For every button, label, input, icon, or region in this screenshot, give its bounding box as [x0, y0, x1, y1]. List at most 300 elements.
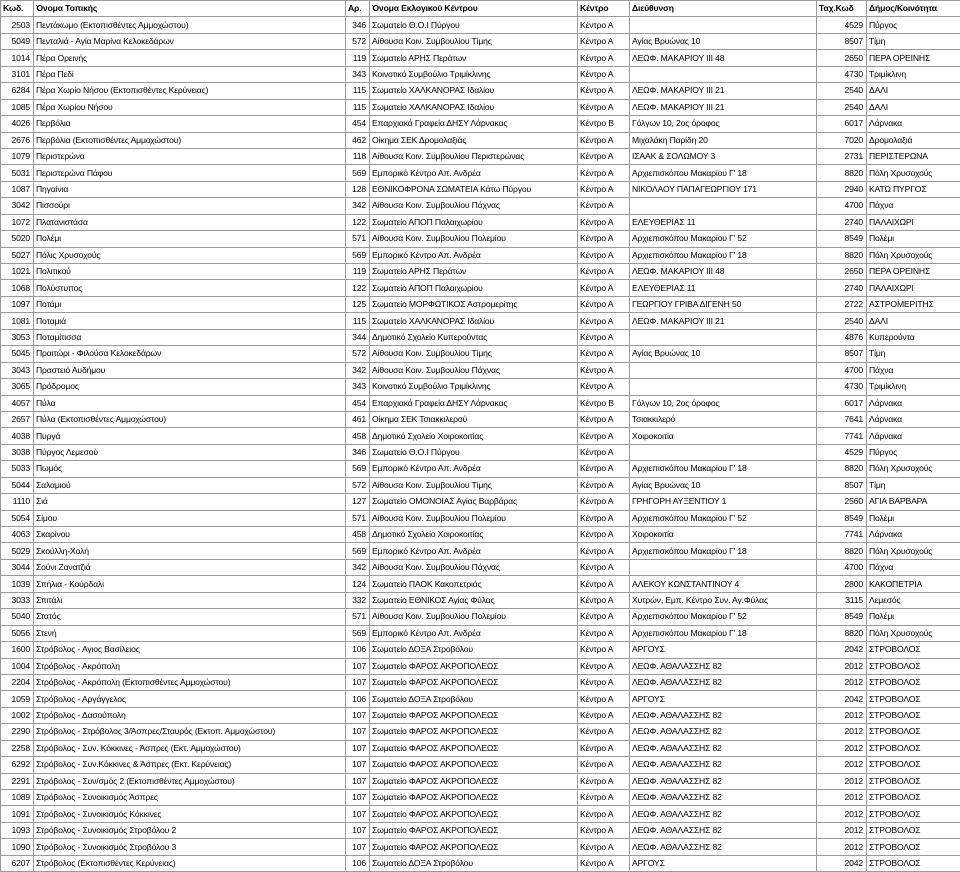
cell-municipality[interactable]: Πολέμι — [867, 609, 960, 625]
cell-postcode[interactable]: 2012 — [817, 724, 867, 740]
cell-center-name[interactable]: Αίθουσα Κοιν. Συμβουλίου Τίμης — [370, 33, 578, 49]
cell-code[interactable]: 3053 — [1, 329, 34, 345]
table-row[interactable] — [1, 214, 960, 230]
cell-locality[interactable]: Στρόβολος - Ακρόπολη (Εκτοπισθέντες Αμμοχώστου) — [34, 674, 346, 690]
cell-postcode[interactable]: 2012 — [817, 674, 867, 690]
cell-number[interactable]: 342 — [346, 362, 370, 378]
cell-number[interactable]: 127 — [346, 494, 370, 510]
cell-municipality[interactable]: Πύργος — [867, 444, 960, 460]
cell-locality[interactable]: Πραστειό Αυδήμου — [34, 362, 346, 378]
cell-center-name[interactable]: Αίθουσα Κοιν. Συμβουλίου Πολεμίου — [370, 231, 578, 247]
cell-number[interactable]: 107 — [346, 773, 370, 789]
cell-number[interactable]: 107 — [346, 757, 370, 773]
cell-number[interactable]: 122 — [346, 214, 370, 230]
cell-center-name[interactable]: Εμπορικό Κέντρο Απ. Ανδρέα — [370, 543, 578, 559]
table-row[interactable] — [1, 576, 960, 592]
cell-code[interactable]: 1072 — [1, 214, 34, 230]
cell-number[interactable]: 571 — [346, 231, 370, 247]
cell-municipality[interactable]: Τίμη — [867, 346, 960, 362]
cell-postcode[interactable]: 6017 — [817, 395, 867, 411]
cell-address[interactable]: ΛΕΩΦ. ΜΑΚΑΡΙΟΥ ΙΙΙ 48 — [630, 264, 817, 280]
cell-code[interactable]: 3033 — [1, 592, 34, 608]
cell-code[interactable]: 4063 — [1, 527, 34, 543]
cell-locality[interactable]: Σκαρίνου — [34, 527, 346, 543]
cell-postcode[interactable]: 8549 — [817, 609, 867, 625]
cell-address[interactable] — [630, 444, 817, 460]
cell-postcode[interactable]: 2012 — [817, 757, 867, 773]
cell-municipality[interactable]: ΔΑΛΙ — [867, 313, 960, 329]
cell-postcode[interactable]: 7020 — [817, 132, 867, 148]
cell-locality[interactable]: Περβόλια — [34, 116, 346, 132]
cell-center[interactable]: Κέντρο Α — [578, 165, 630, 181]
table-row[interactable] — [1, 839, 960, 855]
cell-center[interactable]: Κέντρο Α — [578, 181, 630, 197]
cell-locality[interactable]: Σαλαμιού — [34, 477, 346, 493]
cell-municipality[interactable]: ΠΑΛΑΙΧΩΡΙ — [867, 280, 960, 296]
cell-address[interactable]: ΛΕΩΦ. ΑΘΑΛΑΣΣΗΣ 82 — [630, 839, 817, 855]
cell-locality[interactable]: Στρόβολος - Συν.Κόκκινες & Άσπρες (Εκτ. Κερύνειας) — [34, 757, 346, 773]
table-row[interactable] — [1, 411, 960, 427]
table-row[interactable] — [1, 642, 960, 658]
cell-municipality[interactable]: ΚΑΤΩ ΠΥΡΓΟΣ — [867, 181, 960, 197]
cell-address[interactable]: ΛΕΩΦ. ΑΘΑΛΑΣΣΗΣ 82 — [630, 790, 817, 806]
cell-municipality[interactable]: ΠΕΡΙΣΤΕΡΩΝΑ — [867, 148, 960, 164]
table-row[interactable] — [1, 116, 960, 132]
cell-address[interactable]: ΑΡΓΟΥΣ — [630, 691, 817, 707]
cell-postcode[interactable]: 2012 — [817, 806, 867, 822]
cell-number[interactable]: 458 — [346, 527, 370, 543]
cell-center-name[interactable]: Σωματείο ΑΠΟΠ Παλαιχωρίου — [370, 280, 578, 296]
col-header-postcode[interactable]: Ταχ.Κωδ — [817, 1, 867, 17]
cell-number[interactable]: 342 — [346, 559, 370, 575]
cell-center-name[interactable]: Σωματείο ΦΑΡΟΣ ΑΚΡΟΠΟΛΕΩΣ — [370, 707, 578, 723]
cell-center[interactable]: Κέντρο Α — [578, 477, 630, 493]
cell-municipality[interactable]: ΣΤΡΟΒΟΛΟΣ — [867, 773, 960, 789]
cell-center-name[interactable]: Σωματείο ΔΟΞΑ Στροβόλου — [370, 855, 578, 871]
cell-address[interactable]: Αρχιεπισκόπου Μακαρίου Γ' 52 — [630, 231, 817, 247]
cell-municipality[interactable]: ΣΤΡΟΒΟΛΟΣ — [867, 658, 960, 674]
cell-center-name[interactable]: Δημοτικό Σχολείο Χοιροκοιτίας — [370, 527, 578, 543]
cell-code[interactable]: 3065 — [1, 379, 34, 395]
cell-municipality[interactable]: Τριμίκλινη — [867, 379, 960, 395]
table-row[interactable] — [1, 543, 960, 559]
cell-locality[interactable]: Πύλα — [34, 395, 346, 411]
table-row[interactable] — [1, 247, 960, 263]
cell-municipality[interactable]: Λάρνακα — [867, 411, 960, 427]
table-row[interactable] — [1, 806, 960, 822]
cell-number[interactable]: 572 — [346, 33, 370, 49]
cell-number[interactable]: 106 — [346, 855, 370, 871]
cell-center-name[interactable]: Σωματείο ΦΑΡΟΣ ΑΚΡΟΠΟΛΕΩΣ — [370, 773, 578, 789]
cell-address[interactable]: Γόλγων 10, 2ος όροφος — [630, 116, 817, 132]
cell-number[interactable]: 454 — [346, 116, 370, 132]
cell-municipality[interactable]: ΚΑΚΟΠΕΤΡΙΑ — [867, 576, 960, 592]
cell-center-name[interactable]: Σωματείο ΦΑΡΟΣ ΑΚΡΟΠΟΛΕΩΣ — [370, 724, 578, 740]
cell-postcode[interactable]: 2940 — [817, 181, 867, 197]
cell-code[interactable]: 4057 — [1, 395, 34, 411]
cell-center-name[interactable]: Εμπορικό Κέντρο Απ. Ανδρέα — [370, 625, 578, 641]
cell-center[interactable]: Κέντρο Α — [578, 362, 630, 378]
cell-municipality[interactable]: ΠΑΛΑΙΧΩΡΙ — [867, 214, 960, 230]
cell-locality[interactable]: Περιστερώνα — [34, 148, 346, 164]
cell-address[interactable]: ΛΕΩΦ. ΜΑΚΑΡΙΟΥ ΙΙΙ 21 — [630, 83, 817, 99]
cell-code[interactable]: 5040 — [1, 609, 34, 625]
cell-center-name[interactable]: Σωματείο ΕΘΝΙΚΟΣ Αγίας Φύλας — [370, 592, 578, 608]
cell-address[interactable]: ΛΕΩΦ. ΜΑΚΑΡΙΟΥ ΙΙΙ 48 — [630, 50, 817, 66]
cell-center[interactable]: Κέντρο Α — [578, 790, 630, 806]
cell-center[interactable]: Κέντρο Β — [578, 395, 630, 411]
cell-center[interactable]: Κέντρο Α — [578, 543, 630, 559]
cell-code[interactable]: 2503 — [1, 17, 34, 33]
cell-municipality[interactable]: ΣΤΡΟΒΟΛΟΣ — [867, 822, 960, 838]
cell-code[interactable]: 1600 — [1, 642, 34, 658]
cell-locality[interactable]: Πλατανιστάσα — [34, 214, 346, 230]
cell-code[interactable]: 6284 — [1, 83, 34, 99]
table-row[interactable] — [1, 379, 960, 395]
col-header-center[interactable]: Κέντρο — [578, 1, 630, 17]
cell-postcode[interactable]: 8820 — [817, 247, 867, 263]
cell-code[interactable]: 1021 — [1, 264, 34, 280]
cell-address[interactable]: ΛΕΩΦ. ΑΘΑΛΑΣΣΗΣ 82 — [630, 740, 817, 756]
cell-number[interactable]: 119 — [346, 264, 370, 280]
cell-number[interactable]: 122 — [346, 280, 370, 296]
cell-center-name[interactable]: Σωματείο Θ.Ο.Ι Πύργου — [370, 444, 578, 460]
cell-center[interactable]: Κέντρο Α — [578, 132, 630, 148]
cell-center[interactable]: Κέντρο Α — [578, 674, 630, 690]
cell-locality[interactable]: Στατός — [34, 609, 346, 625]
cell-locality[interactable]: Πηγαίνια — [34, 181, 346, 197]
cell-center[interactable]: Κέντρο Α — [578, 231, 630, 247]
cell-address[interactable]: ΙΣΑΑΚ & ΣΟΛΩΜΟΥ 3 — [630, 148, 817, 164]
cell-number[interactable]: 572 — [346, 477, 370, 493]
cell-municipality[interactable]: Πολέμι — [867, 510, 960, 526]
cell-postcode[interactable]: 2012 — [817, 707, 867, 723]
cell-center-name[interactable]: Αίθουσα Κοιν. Συμβουλίου Πολεμίου — [370, 609, 578, 625]
cell-postcode[interactable]: 8820 — [817, 165, 867, 181]
cell-address[interactable]: Αγίας Βρυώνας 10 — [630, 33, 817, 49]
cell-address[interactable] — [630, 198, 817, 214]
cell-municipality[interactable]: Πόλη Χρυσοχούς — [867, 461, 960, 477]
cell-postcode[interactable]: 8507 — [817, 477, 867, 493]
cell-center-name[interactable]: Εμπορικό Κέντρο Απ. Ανδρέα — [370, 247, 578, 263]
cell-code[interactable]: 5033 — [1, 461, 34, 477]
cell-municipality[interactable]: ΣΤΡΟΒΟΛΟΣ — [867, 757, 960, 773]
cell-code[interactable]: 6207 — [1, 855, 34, 871]
cell-center[interactable]: Κέντρο Α — [578, 379, 630, 395]
cell-center-name[interactable]: Σωματείο ΧΑΛΚΑΝΟΡΑΣ Ιδαλίου — [370, 313, 578, 329]
cell-postcode[interactable]: 7641 — [817, 411, 867, 427]
cell-center-name[interactable]: Σωματείο ΦΑΡΟΣ ΑΚΡΟΠΟΛΕΩΣ — [370, 839, 578, 855]
cell-address[interactable]: ΕΛΕΥΘΕΡΙΑΣ 11 — [630, 214, 817, 230]
cell-postcode[interactable]: 2012 — [817, 773, 867, 789]
cell-locality[interactable]: Στρόβολος - Συνοικισμός Άσπρες — [34, 790, 346, 806]
cell-postcode[interactable]: 7741 — [817, 527, 867, 543]
cell-postcode[interactable]: 2042 — [817, 691, 867, 707]
col-header-address[interactable]: Διεύθυνση — [630, 1, 817, 17]
cell-number[interactable]: 106 — [346, 642, 370, 658]
cell-locality[interactable]: Πολιτικού — [34, 264, 346, 280]
cell-municipality[interactable]: ΣΤΡΟΒΟΛΟΣ — [867, 790, 960, 806]
cell-number[interactable]: 461 — [346, 411, 370, 427]
cell-postcode[interactable]: 8820 — [817, 543, 867, 559]
cell-locality[interactable]: Πυργά — [34, 428, 346, 444]
cell-code[interactable]: 1110 — [1, 494, 34, 510]
cell-center[interactable]: Κέντρο Α — [578, 642, 630, 658]
table-row[interactable] — [1, 592, 960, 608]
table-row[interactable] — [1, 66, 960, 82]
cell-number[interactable]: 107 — [346, 674, 370, 690]
cell-postcode[interactable]: 2722 — [817, 296, 867, 312]
table-row[interactable] — [1, 83, 960, 99]
cell-address[interactable] — [630, 329, 817, 345]
table-row[interactable] — [1, 280, 960, 296]
cell-locality[interactable]: Σπήλια - Κούρδαλι — [34, 576, 346, 592]
cell-center[interactable]: Κέντρο Α — [578, 757, 630, 773]
cell-locality[interactable]: Στρόβολος - Συνοικισμός Στροβόλου 2 — [34, 822, 346, 838]
cell-code[interactable]: 1014 — [1, 50, 34, 66]
cell-postcode[interactable]: 2012 — [817, 839, 867, 855]
cell-municipality[interactable]: ΑΓΙΑ ΒΑΡΒΑΡΑ — [867, 494, 960, 510]
cell-municipality[interactable]: Λάρνακα — [867, 428, 960, 444]
cell-center-name[interactable]: Οίκημα ΣΕΚ Τσιακκιλερού — [370, 411, 578, 427]
cell-center[interactable]: Κέντρο Α — [578, 428, 630, 444]
cell-address[interactable]: ΑΛΕΚΟΥ ΚΩΝΣΤΑΝΤΙΝΟΥ 4 — [630, 576, 817, 592]
cell-municipality[interactable]: ΣΤΡΟΒΟΛΟΣ — [867, 691, 960, 707]
cell-postcode[interactable]: 2740 — [817, 214, 867, 230]
cell-municipality[interactable]: Πύργος — [867, 17, 960, 33]
cell-center-name[interactable]: Σωματείο ΦΑΡΟΣ ΑΚΡΟΠΟΛΕΩΣ — [370, 822, 578, 838]
cell-number[interactable]: 107 — [346, 839, 370, 855]
cell-municipality[interactable]: Πόλη Χρυσοχούς — [867, 165, 960, 181]
cell-center-name[interactable]: Σωματείο ΦΑΡΟΣ ΑΚΡΟΠΟΛΕΩΣ — [370, 674, 578, 690]
col-header-municipality[interactable]: Δήμος/Κοινότητα — [867, 1, 960, 17]
cell-number[interactable]: 125 — [346, 296, 370, 312]
cell-center[interactable]: Κέντρο Α — [578, 724, 630, 740]
cell-code[interactable]: 5027 — [1, 247, 34, 263]
cell-address[interactable]: ΛΕΩΦ. ΑΘΑΛΑΣΣΗΣ 82 — [630, 773, 817, 789]
cell-address[interactable]: ΛΕΩΦ. ΜΑΚΑΡΙΟΥ ΙΙΙ 21 — [630, 313, 817, 329]
table-row[interactable] — [1, 362, 960, 378]
cell-locality[interactable]: Στρόβολος - Αγιος Βασίλειος — [34, 642, 346, 658]
cell-center[interactable]: Κέντρο Α — [578, 66, 630, 82]
cell-postcode[interactable]: 4700 — [817, 362, 867, 378]
cell-postcode[interactable]: 6017 — [817, 116, 867, 132]
col-header-number[interactable]: Αρ. — [346, 1, 370, 17]
cell-address[interactable]: Αγίας Βρυώνας 10 — [630, 346, 817, 362]
cell-address[interactable] — [630, 559, 817, 575]
cell-address[interactable]: ΛΕΩΦ. ΑΘΑΛΑΣΣΗΣ 82 — [630, 757, 817, 773]
cell-number[interactable]: 572 — [346, 346, 370, 362]
cell-postcode[interactable]: 8549 — [817, 231, 867, 247]
cell-center[interactable]: Κέντρο Α — [578, 280, 630, 296]
cell-number[interactable]: 115 — [346, 313, 370, 329]
table-row[interactable] — [1, 33, 960, 49]
table-row[interactable] — [1, 132, 960, 148]
cell-code[interactable]: 5049 — [1, 33, 34, 49]
cell-center-name[interactable]: Επαρχιακά Γραφεία ΔΗΣΥ Λάρνακας — [370, 116, 578, 132]
cell-postcode[interactable]: 7741 — [817, 428, 867, 444]
cell-number[interactable]: 107 — [346, 707, 370, 723]
cell-number[interactable]: 107 — [346, 740, 370, 756]
cell-postcode[interactable]: 4529 — [817, 17, 867, 33]
cell-municipality[interactable]: ΠΕΡΑ ΟΡΕΙΝΗΣ — [867, 50, 960, 66]
cell-code[interactable]: 5020 — [1, 231, 34, 247]
cell-municipality[interactable]: Πολέμι — [867, 231, 960, 247]
table-row[interactable] — [1, 724, 960, 740]
cell-center[interactable]: Κέντρο Α — [578, 707, 630, 723]
cell-code[interactable]: 1068 — [1, 280, 34, 296]
cell-locality[interactable]: Ποτάμι — [34, 296, 346, 312]
cell-code[interactable]: 5056 — [1, 625, 34, 641]
cell-municipality[interactable]: Δρομολαξιά — [867, 132, 960, 148]
cell-locality[interactable]: Πέρα Χωρίου Νήσου — [34, 99, 346, 115]
cell-postcode[interactable]: 2650 — [817, 50, 867, 66]
cell-code[interactable]: 3101 — [1, 66, 34, 82]
cell-center[interactable]: Κέντρο Α — [578, 411, 630, 427]
cell-center-name[interactable]: Κοινοτικό Συμβούλιο Τριμίκλινης — [370, 66, 578, 82]
cell-code[interactable]: 6292 — [1, 757, 34, 773]
cell-locality[interactable]: Περιστερώνα Πάφου — [34, 165, 346, 181]
cell-postcode[interactable]: 2800 — [817, 576, 867, 592]
cell-postcode[interactable]: 2012 — [817, 658, 867, 674]
cell-code[interactable]: 1081 — [1, 313, 34, 329]
cell-postcode[interactable]: 2731 — [817, 148, 867, 164]
cell-center[interactable]: Κέντρο Α — [578, 33, 630, 49]
col-header-code[interactable]: Κωδ. — [1, 1, 34, 17]
cell-address[interactable]: ΛΕΩΦ. ΑΘΑΛΑΣΣΗΣ 82 — [630, 724, 817, 740]
cell-address[interactable] — [630, 66, 817, 82]
cell-code[interactable]: 5054 — [1, 510, 34, 526]
cell-locality[interactable]: Στρόβολος - Συνοικισμός Κόκκινες — [34, 806, 346, 822]
table-row[interactable] — [1, 691, 960, 707]
cell-address[interactable]: ΝΙΚΟΛΑΟΥ ΠΑΠΑΓΕΩΡΓΙΟΥ 171 — [630, 181, 817, 197]
cell-municipality[interactable]: ΠΕΡΑ ΟΡΕΙΝΗΣ — [867, 264, 960, 280]
cell-municipality[interactable]: Πάχνα — [867, 362, 960, 378]
cell-address[interactable]: Αρχιεπισκόπου Μακαρίου Γ' 18 — [630, 625, 817, 641]
cell-municipality[interactable]: Λάρνακα — [867, 395, 960, 411]
cell-center[interactable]: Κέντρο Α — [578, 296, 630, 312]
cell-center[interactable]: Κέντρο Α — [578, 148, 630, 164]
cell-postcode[interactable]: 2012 — [817, 822, 867, 838]
cell-address[interactable]: Χοιροκοιτία — [630, 527, 817, 543]
cell-locality[interactable]: Πολέμι — [34, 231, 346, 247]
cell-center[interactable]: Κέντρο Α — [578, 99, 630, 115]
cell-code[interactable]: 1039 — [1, 576, 34, 592]
cell-code[interactable]: 1097 — [1, 296, 34, 312]
cell-code[interactable]: 1002 — [1, 707, 34, 723]
cell-code[interactable]: 2676 — [1, 132, 34, 148]
cell-address[interactable]: Χοιροκοιτία — [630, 428, 817, 444]
cell-address[interactable]: ΕΛΕΥΘΕΡΙΑΣ 11 — [630, 280, 817, 296]
cell-address[interactable]: Αρχιεπισκόπου Μακαρίου Γ' 18 — [630, 461, 817, 477]
cell-center-name[interactable]: Σωματείο ΧΑΛΚΑΝΟΡΑΣ Ιδαλίου — [370, 99, 578, 115]
cell-postcode[interactable]: 2560 — [817, 494, 867, 510]
cell-center[interactable]: Κέντρο Α — [578, 198, 630, 214]
cell-center-name[interactable]: Αίθουσα Κοιν. Συμβουλίου Πάχνας — [370, 198, 578, 214]
cell-number[interactable]: 458 — [346, 428, 370, 444]
cell-center-name[interactable]: Αίθουσα Κοιν. Συμβουλίου Τίμης — [370, 477, 578, 493]
cell-number[interactable]: 115 — [346, 99, 370, 115]
cell-code[interactable]: 2291 — [1, 773, 34, 789]
cell-postcode[interactable]: 2540 — [817, 99, 867, 115]
cell-center[interactable]: Κέντρο Α — [578, 806, 630, 822]
cell-locality[interactable]: Στρόβολος (Εκτοπισθέντες Κερύνειας) — [34, 855, 346, 871]
cell-code[interactable]: 1090 — [1, 839, 34, 855]
cell-municipality[interactable]: Τίμη — [867, 33, 960, 49]
table-row[interactable] — [1, 395, 960, 411]
cell-municipality[interactable]: ΣΤΡΟΒΟΛΟΣ — [867, 674, 960, 690]
cell-center[interactable]: Κέντρο Α — [578, 510, 630, 526]
cell-center[interactable]: Κέντρο Α — [578, 822, 630, 838]
cell-center-name[interactable]: Σωματείο ΜΟΡΦΩΤΙΚΟΣ Αστρομερίτης — [370, 296, 578, 312]
cell-number[interactable]: 107 — [346, 806, 370, 822]
table-row[interactable] — [1, 625, 960, 641]
table-row[interactable] — [1, 527, 960, 543]
cell-number[interactable]: 118 — [346, 148, 370, 164]
cell-locality[interactable]: Πέρα Χωρίο Νήσου (Εκτοπισθέντες Κερύνειας) — [34, 83, 346, 99]
cell-municipality[interactable]: ΣΤΡΟΒΟΛΟΣ — [867, 740, 960, 756]
cell-number[interactable]: 106 — [346, 691, 370, 707]
cell-address[interactable]: Αρχιεπισκόπου Μακαρίου Γ' 18 — [630, 247, 817, 263]
cell-center-name[interactable]: Αίθουσα Κοιν. Συμβουλίου Πάχνας — [370, 559, 578, 575]
cell-number[interactable]: 124 — [346, 576, 370, 592]
cell-code[interactable]: 1087 — [1, 181, 34, 197]
cell-center[interactable]: Κέντρο Α — [578, 576, 630, 592]
table-row[interactable] — [1, 559, 960, 575]
cell-code[interactable]: 4038 — [1, 428, 34, 444]
table-row[interactable] — [1, 428, 960, 444]
cell-center-name[interactable]: Επαρχιακά Γραφεία ΔΗΣΥ Λάρνακας — [370, 395, 578, 411]
cell-number[interactable]: 119 — [346, 50, 370, 66]
cell-code[interactable]: 5031 — [1, 165, 34, 181]
cell-locality[interactable]: Πύργος Λεμεσού — [34, 444, 346, 460]
table-row[interactable] — [1, 740, 960, 756]
table-row[interactable] — [1, 329, 960, 345]
cell-center[interactable]: Κέντρο Α — [578, 444, 630, 460]
cell-code[interactable]: 2290 — [1, 724, 34, 740]
cell-center[interactable]: Κέντρο Α — [578, 839, 630, 855]
table-row[interactable] — [1, 477, 960, 493]
cell-center[interactable]: Κέντρο Α — [578, 461, 630, 477]
cell-center-name[interactable]: Σωματείο ΑΠΟΠ Παλαιχωρίου — [370, 214, 578, 230]
cell-municipality[interactable]: Κυπερούντα — [867, 329, 960, 345]
cell-center-name[interactable]: Αίθουσα Κοιν. Συμβουλίου Περιστερώνας — [370, 148, 578, 164]
table-row[interactable] — [1, 346, 960, 362]
cell-code[interactable]: 1093 — [1, 822, 34, 838]
cell-number[interactable]: 107 — [346, 822, 370, 838]
cell-address[interactable] — [630, 379, 817, 395]
cell-number[interactable]: 332 — [346, 592, 370, 608]
cell-code[interactable]: 1091 — [1, 806, 34, 822]
cell-postcode[interactable]: 2042 — [817, 855, 867, 871]
cell-address[interactable]: ΛΕΩΦ. ΑΘΑΛΑΣΣΗΣ 82 — [630, 658, 817, 674]
cell-number[interactable]: 344 — [346, 329, 370, 345]
cell-number[interactable]: 107 — [346, 658, 370, 674]
cell-code[interactable]: 3038 — [1, 444, 34, 460]
cell-center-name[interactable]: Σωματείο ΑΡΗΣ Περάτων — [370, 264, 578, 280]
cell-number[interactable]: 462 — [346, 132, 370, 148]
cell-number[interactable]: 346 — [346, 17, 370, 33]
cell-center[interactable]: Κέντρο Α — [578, 609, 630, 625]
table-row[interactable] — [1, 790, 960, 806]
cell-address[interactable]: ΛΕΩΦ. ΑΘΑΛΑΣΣΗΣ 82 — [630, 674, 817, 690]
cell-number[interactable]: 569 — [346, 461, 370, 477]
cell-number[interactable]: 107 — [346, 790, 370, 806]
table-row[interactable] — [1, 609, 960, 625]
cell-code[interactable]: 1089 — [1, 790, 34, 806]
cell-center[interactable]: Κέντρο Α — [578, 658, 630, 674]
cell-postcode[interactable]: 4876 — [817, 329, 867, 345]
